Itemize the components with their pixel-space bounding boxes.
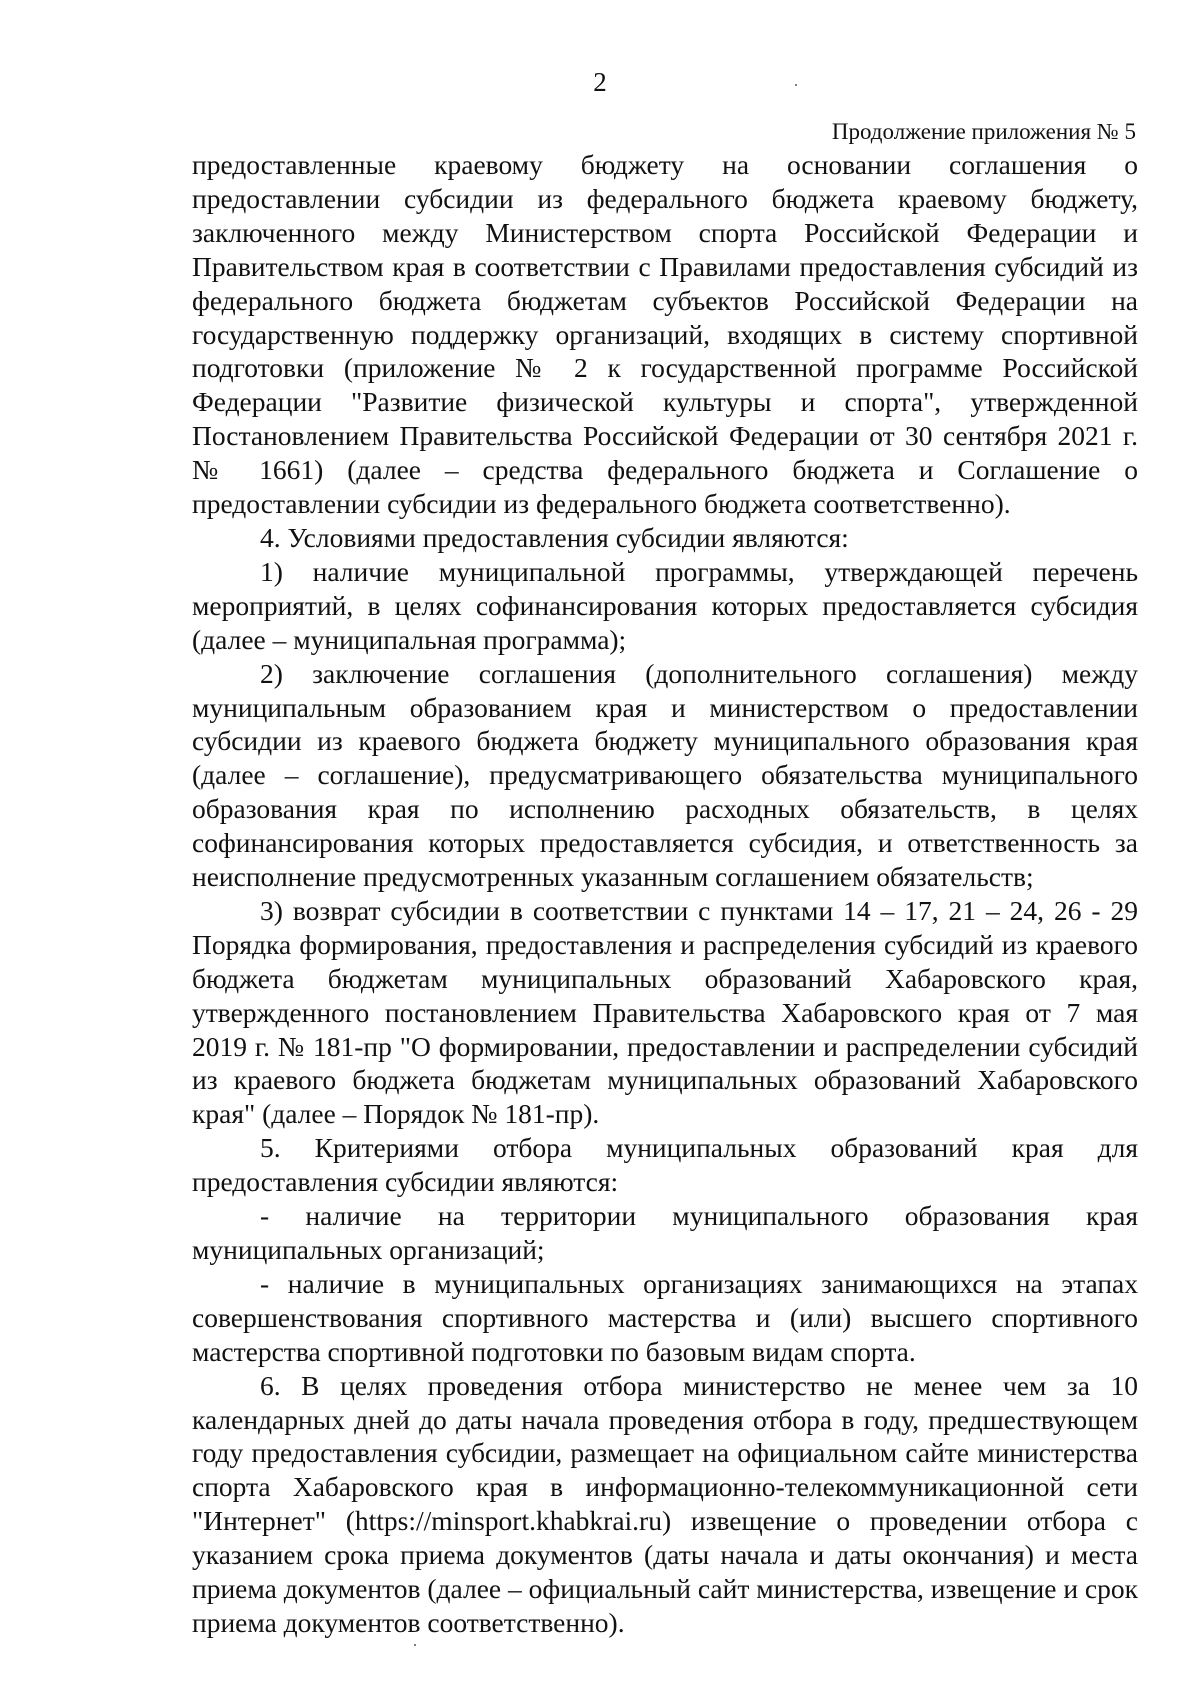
scan-speck	[795, 84, 797, 86]
paragraph-clause-6: 6. В целях проведения отбора министерство не менее чем за 10 календарных дней до даты начала проведения отбора в году, предшествующем году предоставления субсидии, размещает на официальном сайте министерства спорта Хабаровского края в информационно-телекоммуникационной сети "Интернет" (https://minsport.khabkrai.ru) извещение о проведении отбора с указанием срока приема документов (даты начала и даты окончания) и места приема документов (далее – официальный сайт министерства, извещение и срок приема документов соответственно).	[192, 1369, 1138, 1638]
scan-speck	[414, 1644, 416, 1646]
paragraph-criterion-2: - наличие в муниципальных организациях занимающихся на этапах совершенствования спортивного мастерства и (или) высшего спортивного мастерства спортивной подготовки по базовым видам спорта.	[192, 1267, 1138, 1367]
paragraph-clause-4: 4. Условиями предоставления субсидии являются:	[260, 521, 849, 553]
page-number: 2	[593, 67, 607, 97]
paragraph-clause-5: 5. Критериями отбора муниципальных образований края для предоставления субсидии являются:	[192, 1132, 1138, 1198]
paragraph-subclause-3: 3) возврат субсидии в соответствии с пунктами 14 – 17, 21 – 24, 26 - 29 Порядка формирования, предоставления и распределения субсидий из краевого бюджета бюджетам муниципальных образований Хабаровского края, утвержденного постановлением Правительства Хабаровского края от 7 мая 2019 г. № 181-пр "О формировании, предоставлении и распределении субсидий из краевого бюджета бюджетам муниципальных образований Хабаровского края" (далее – Порядок № 181-пр).	[192, 894, 1138, 1130]
paragraph-subclause-2: 2) заключение соглашения (дополнительного соглашения) между муниципальным образованием края и министерством о предоставлении субсидии из краевого бюджета бюджету муниципального образования края (далее – соглашение), предусматривающего обязательства муниципального образования края по исполнению расходных обязательств, в целях софинансирования которых предоставляется субсидия, и ответственность за неисполнение предусмотренных указанным соглашением обязательств;	[192, 657, 1138, 893]
document-body	[192, 148, 1138, 1640]
paragraph-criterion-1: - наличие на территории муниципального образования края муниципальных организаций;	[192, 1200, 1138, 1265]
appendix-continuation-note: Продолжение приложения № 5	[831, 119, 1136, 144]
paragraph-continuation: предоставленные краевому бюджету на основании соглашения о предоставлении субсидии из федерального бюджета краевому бюджету, заключенного между Министерством спорта Российской Федерации и Правительством края в соответствии с Правилами предоставления субсидий из федерального бюджета бюджетам субъектов Российской Федерации на государственную поддержку организаций, входящих в систему спортивной подготовки (приложение № 2 к государственной программе Российской Федерации "Развитие физической культуры и спорта", утвержденной Постановлением Правительства Российской Федерации от 30 сентября 2021 г. № 1661) (далее – средства федерального бюджета и Соглашение о предоставлении субсидии из федерального бюджета соответственно).	[192, 149, 1138, 520]
paragraph-subclause-1: 1) наличие муниципальной программы, утверждающей перечень мероприятий, в целях софинансирования которых предоставляется субсидия (далее – муниципальная программа);	[192, 555, 1138, 655]
